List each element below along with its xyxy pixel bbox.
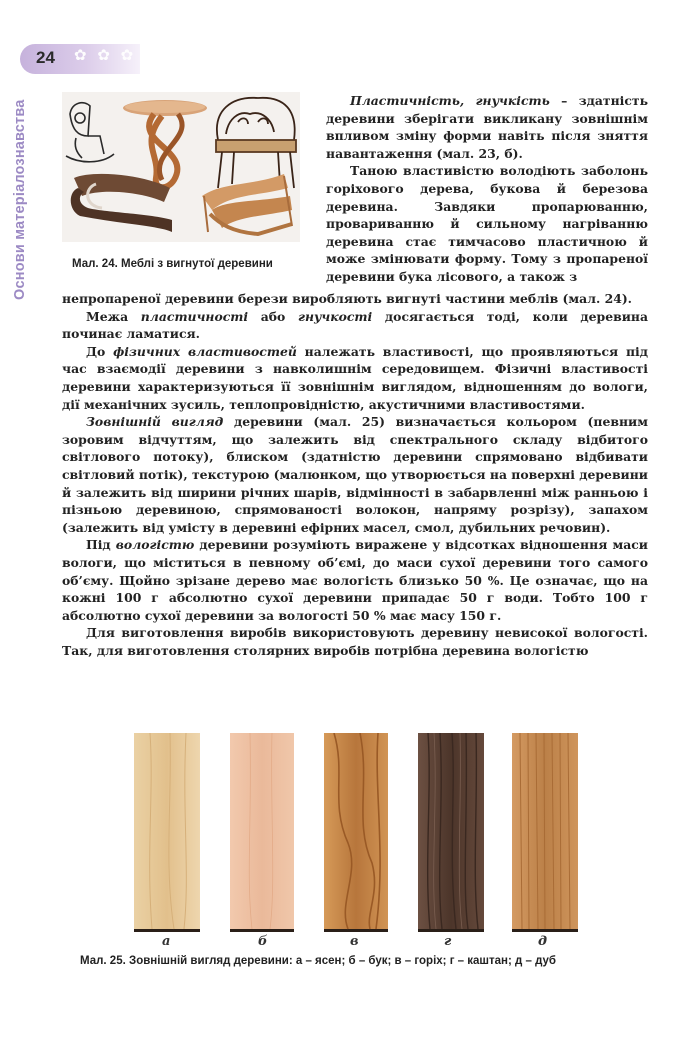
swatch-label-c: в bbox=[350, 934, 359, 949]
figure-24-caption: Мал. 24. Меблі з вигнутої деревини bbox=[72, 258, 273, 270]
swatch-label-e: д bbox=[538, 934, 548, 949]
paragraph-plasticity: Пластичність, гнучкість – здатність деревини зберігати викликану зовнішнім впливом зміну форми навіть після зняття навантаження (мал. 23, б). bbox=[326, 93, 648, 161]
term-moisture: вологістю bbox=[115, 537, 195, 553]
swatch-beech bbox=[230, 733, 294, 929]
swatch-label-b: б bbox=[258, 934, 268, 949]
paragraph-physical-properties: До фізичних властивостей належать властивості, що проявляються під час взаємодії деревини з навколишнім середовищем. Фізичні властивості деревини характеризуються її зовнішнім виглядом, відношенням до вологи, дії механічних зусиль, теплопровідністю, акустичними властивостями. bbox=[62, 343, 648, 412]
right-column-text bbox=[326, 92, 648, 286]
swatch-ash bbox=[134, 733, 200, 929]
figure-25-caption: Мал. 25. Зовнішній вигляд деревини: а – ясен; б – бук; в – горіх; г – каштан; д – дуб bbox=[80, 955, 557, 967]
figure-25-wood-swatches bbox=[134, 733, 584, 933]
swatch-label-a: а bbox=[162, 934, 171, 949]
figure-24-bentwood-furniture bbox=[62, 92, 300, 242]
paragraph-appearance: Зовнішній вигляд деревини (мал. 25) визначається кольором (певним зоровим відчуттям, що залежить від спектрального складу відбитого світлового потоку), блиском (здатністю деревини спрямовано відбивати світловий потік), текстурою (малюнком, що утворюється на поверхні деревини й залежить від ширини річних шарів, відмінності в забарвленні між ранньою і пізньою деревиною, спрямованості волокон, напряму розрізу), запахом (залежить від умісту в деревині ефірних масел, смол, дубильних речовин). bbox=[62, 414, 648, 535]
paragraph-bent-parts: непропареної деревини берези виробляють вигнуті частини меблів (мал. 24). bbox=[62, 291, 632, 306]
decorative-dots-icon: ✿ ✿ ✿ bbox=[74, 46, 137, 64]
side-section-title: Основи матеріалознавства bbox=[12, 99, 28, 300]
paragraph-low-moisture: Для виготовлення виробів використовують деревину невисокої вологості. Так, для виготовлення столярних виробів потрібна деревина вологістю bbox=[62, 625, 648, 658]
page-number: 24 bbox=[36, 48, 55, 67]
paragraph-plasticity-materials: Таною властивістю володіють заболонь горіхового дерева, букова й березова деревина. Завдяки пропарюванню, провариванню й сильному нагріванню деревина стає тимчасово пластичною й може змінювати форму. Тому з пропареної деревини бука лісового, а також з bbox=[326, 163, 648, 284]
full-width-text bbox=[62, 290, 648, 659]
swatch-label-d: г bbox=[444, 934, 452, 949]
term-appearance: Зовнішній вигляд bbox=[86, 414, 224, 430]
paragraph-moisture: Під вологістю деревини розуміють виражене у відсотках відношення маси вологи, що міститься в певному об’ємі, до маси сухої деревини того самого об’єму. Щойно зрізане дерево має вологість близько 50 %. Це означає, що на кожні 100 г абсолютно сухої деревини припадає 50 г води. Тобто 100 г абсолютно сухої деревини за вологості 50 % має масу 150 г. bbox=[62, 537, 648, 623]
paragraph-limit: Межа пластичності або гнучкості досягається тоді, коли деревина починає ламатися. bbox=[62, 308, 649, 342]
term-plasticity: Пластичність, гнучкість bbox=[350, 93, 550, 108]
term-physical-properties: фізичних властивостей bbox=[113, 343, 297, 359]
